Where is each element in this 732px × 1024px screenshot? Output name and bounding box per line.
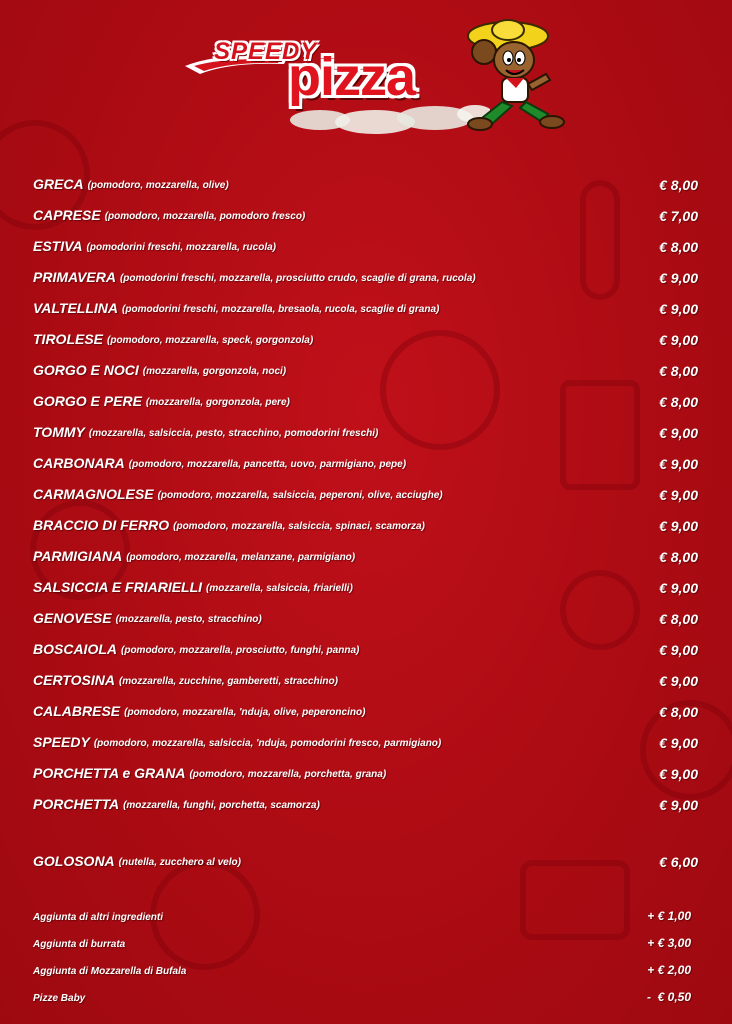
pizza-ingredients: (mozzarella, salsiccia, friarielli) — [206, 583, 353, 594]
menu-item — [33, 393, 701, 424]
extra-label: Aggiunta di burrata — [33, 939, 126, 950]
pizza-name: PORCHETTA — [33, 796, 120, 812]
menu-item — [33, 176, 701, 207]
pizza-price: € 8,00 — [659, 394, 698, 410]
extra-price: + € 3,00 — [647, 936, 691, 950]
pizza-name: CARBONARA — [33, 455, 125, 471]
pizza-price: € 8,00 — [659, 239, 698, 255]
pizza-name: GRECA — [33, 176, 84, 192]
pizza-ingredients: (pomodoro, mozzarella, porchetta, grana) — [189, 769, 387, 780]
pizza-ingredients: (pomodoro, mozzarella, 'nduja, olive, peperoncino) — [124, 707, 366, 718]
extras-list — [33, 907, 701, 1015]
menu-item — [33, 641, 701, 672]
menu-item — [33, 548, 701, 579]
pizza-price: € 9,00 — [659, 270, 698, 286]
extra-label: Aggiunta di altri ingredienti — [33, 912, 163, 923]
pizza-ingredients: (mozzarella, pesto, stracchino) — [115, 614, 262, 625]
extra-label: Aggiunta di Mozzarella di Bufala — [33, 966, 187, 977]
pizza-price: € 8,00 — [659, 611, 698, 627]
pizza-name: CARMAGNOLESE — [33, 486, 154, 502]
logo-pizza-text: pizza — [288, 47, 416, 107]
extra-price: + € 1,00 — [647, 909, 691, 923]
pizza-ingredients: (mozzarella, salsiccia, pesto, stracchino, pomodorini freschi) — [88, 428, 379, 439]
pizza-price: € 8,00 — [659, 363, 698, 379]
pizza-ingredients: (pomodoro, mozzarella, speck, gorgonzola) — [107, 335, 314, 346]
pizza-price: € 9,00 — [659, 456, 698, 472]
pizza-price: € 9,00 — [659, 642, 698, 658]
pizza-price: € 8,00 — [659, 549, 698, 565]
extra-price: + € 2,00 — [647, 963, 691, 977]
menu-item — [33, 765, 701, 796]
pizza-ingredients: (pomodoro, mozzarella, salsiccia, peperoni, olive, acciughe) — [157, 490, 443, 501]
pizza-price: € 9,00 — [659, 301, 698, 317]
pizza-ingredients: (pomodorini freschi, mozzarella, bresaola, rucola, scaglie di grana) — [122, 304, 440, 315]
pizza-ingredients: (pomodorini freschi, mozzarella, rucola) — [86, 242, 277, 253]
extra-item — [33, 934, 701, 961]
menu-item — [33, 517, 701, 548]
pizza-name: SALSICCIA E FRIARIELLI — [33, 579, 203, 595]
pizza-ingredients: (pomodorini freschi, mozzarella, prosciutto crudo, scaglie di grana, rucola) — [119, 273, 476, 284]
pizza-price: € 9,00 — [659, 425, 698, 441]
menu-item — [33, 610, 701, 641]
pizza-name: GENOVESE — [33, 610, 112, 626]
extra-item — [33, 961, 701, 988]
pizza-name: PARMIGIANA — [33, 548, 123, 564]
menu-item — [33, 734, 701, 765]
pizza-price: € 8,00 — [659, 704, 698, 720]
menu-item — [33, 269, 701, 300]
menu-item — [33, 331, 701, 362]
menu-item — [33, 455, 701, 486]
pizza-name: CERTOSINA — [33, 672, 115, 688]
extra-label: Pizze Baby — [33, 993, 86, 1004]
pizza-name: TOMMY — [33, 424, 85, 440]
menu-item — [33, 579, 701, 610]
pizza-name: PORCHETTA e GRANA — [33, 765, 186, 781]
pizza-ingredients: (pomodoro, mozzarella, salsiccia, spinaci, scamorza) — [173, 521, 425, 532]
pizza-price: € 9,00 — [659, 332, 698, 348]
menu-item — [33, 796, 701, 827]
pizza-ingredients: (pomodoro, mozzarella, pancetta, uovo, parmigiano, pepe) — [128, 459, 407, 470]
pizza-ingredients: (pomodoro, mozzarella, melanzane, parmigiano) — [126, 552, 356, 563]
pizza-ingredients: (pomodoro, mozzarella, olive) — [87, 180, 229, 191]
logo-speedy-text: SPEEDY — [214, 38, 318, 65]
dessert-pizza-section — [33, 853, 701, 884]
pizza-name: ESTIVA — [33, 238, 83, 254]
pizza-name: PRIMAVERA — [33, 269, 116, 285]
pizza-name: GORGO E NOCI — [33, 362, 139, 378]
menu-item — [33, 207, 701, 238]
pizza-ingredients: (pomodoro, mozzarella, prosciutto, funghi, panna) — [121, 645, 360, 656]
pizza-ingredients: (pomodoro, mozzarella, salsiccia, 'nduja, pomodorini fresco, parmigiano) — [93, 738, 442, 749]
menu-item — [33, 424, 701, 455]
pizza-name: VALTELLINA — [33, 300, 119, 316]
pizza-ingredients: (mozzarella, gorgonzola, pere) — [145, 397, 290, 408]
menu-item — [33, 238, 701, 269]
pizza-price: € 9,00 — [659, 735, 698, 751]
pizza-price: € 9,00 — [659, 580, 698, 596]
menu-item — [33, 672, 701, 703]
pizza-ingredients: (nutella, zucchero al velo) — [118, 857, 241, 868]
pizza-name: GORGO E PERE — [33, 393, 142, 409]
menu-item — [33, 853, 701, 884]
pizza-price: € 9,00 — [659, 673, 698, 689]
menu-item — [33, 486, 701, 517]
pizza-price: € 9,00 — [659, 518, 698, 534]
pizza-price: € 7,00 — [659, 208, 698, 224]
menu-item — [33, 703, 701, 734]
pizza-price: € 6,00 — [659, 854, 698, 870]
pizza-name: CALABRESE — [33, 703, 121, 719]
extra-item — [33, 988, 701, 1015]
pizza-ingredients: (pomodoro, mozzarella, pomodoro fresco) — [104, 211, 306, 222]
pizza-price: € 8,00 — [659, 177, 698, 193]
menu-item — [33, 362, 701, 393]
speedy-mouse-mascot-icon — [462, 18, 574, 136]
pizza-name: TIROLESE — [33, 331, 104, 347]
pizza-name: SPEEDY — [33, 734, 90, 750]
pizza-price: € 9,00 — [659, 487, 698, 503]
pizza-ingredients: (mozzarella, funghi, porchetta, scamorza) — [123, 800, 320, 811]
pizza-price: € 9,00 — [659, 766, 698, 782]
extra-price: - € 0,50 — [646, 990, 691, 1004]
pizza-name: CAPRESE — [33, 207, 101, 223]
pizza-name: GOLOSONA — [33, 853, 115, 869]
pizza-ingredients: (mozzarella, zucchine, gamberetti, stracchino) — [118, 676, 338, 687]
pizza-name: BRACCIO DI FERRO — [33, 517, 170, 533]
smoke-trail-icon — [290, 100, 490, 140]
pizza-price: € 9,00 — [659, 797, 698, 813]
extra-item — [33, 907, 701, 934]
pizza-menu-list — [33, 176, 701, 827]
pizza-ingredients: (mozzarella, gorgonzola, noci) — [142, 366, 287, 377]
pizza-name: BOSCAIOLA — [33, 641, 117, 657]
menu-item — [33, 300, 701, 331]
speedy-pizza-logo — [180, 18, 580, 138]
